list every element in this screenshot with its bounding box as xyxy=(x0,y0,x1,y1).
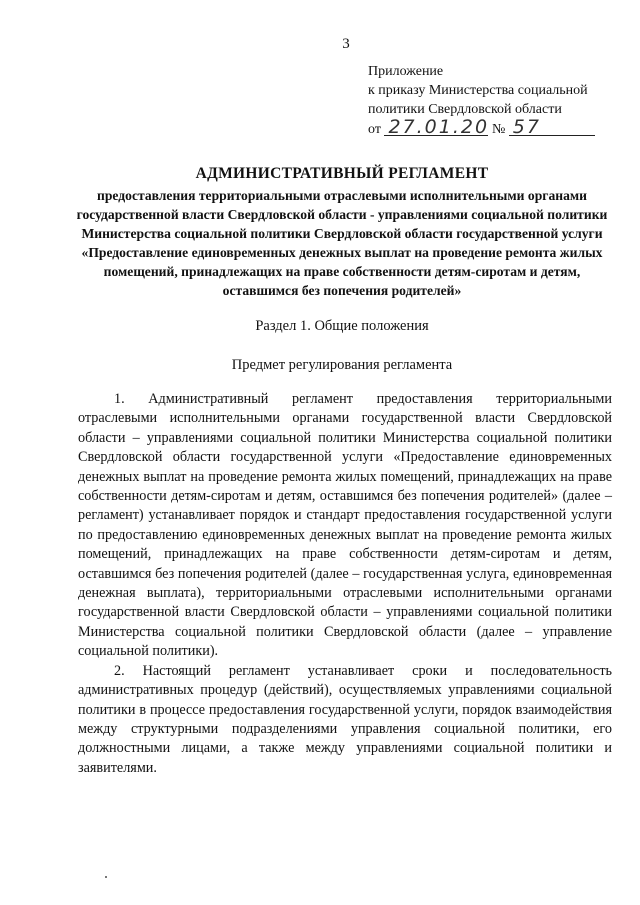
scan-speck xyxy=(105,876,107,878)
section-title: Раздел 1. Общие положения xyxy=(255,318,429,334)
handwritten-date: 27.01.20 xyxy=(384,119,488,136)
appendix-ministry-line: политики Свердловской области xyxy=(368,102,562,117)
body-text xyxy=(78,390,612,778)
paragraph-1: 1. Административный регламент предоставления территориальными отраслевыми исполнительными органами государственной власти Свердловской области – управлениями социальной политики Министерства социальной политики Свердловской области государственной услуги «Предоставление единовременных денежных выплат на проведение ремонта жилых помещений, принадлежащих на праве собственности детям-сиротам и детям, оставшимся без попечения родителей» (далее – регламент) устанавливает порядок и стандарт предоставления государственной услуги по предоставлению единовременных денежных выплат на проведение ремонта жилых помещений, принадлежащих на праве собственности детям-сиротам и детям, оставшимся без попечения родителей (далее – государственная услуга, единовременная денежная выплата), территориальными отраслевыми исполнительными органами государственной власти Свердловской области – управлениями социальной политики Министерства социальной политики Свердловской области (далее – управление социальной политики). xyxy=(78,391,612,660)
appendix-header xyxy=(368,62,618,139)
number-prefix: № xyxy=(491,122,506,137)
appendix-date-number-line xyxy=(368,116,618,139)
document-title: АДМИНИСТРАТИВНЫЙ РЕГЛАМЕНТ xyxy=(195,165,489,182)
subsection-title: Предмет регулирования регламента xyxy=(231,357,453,373)
page-number: 3 xyxy=(342,36,350,52)
handwritten-number: 57 xyxy=(509,119,595,136)
paragraph-2: 2. Настоящий регламент устанавливает сроки и последовательность административных процедур (действий), осуществляемых управлениями социальной политики в процессе предоставления государственной услуги, порядок взаимодействия между структурными подразделениями управления социальной политики, его должностными лицами, а также между управлениями социальной политики и заявителями. xyxy=(78,662,612,776)
document-subtitle: предоставления территориальными отраслевыми исполнительными органами государственной власти Свердловской области - управлениями социальной политики Министерства социальной политики Свердловской области государственной услуги «Предоставление единовременных денежных выплат на проведение ремонта жилых помещений, принадлежащих на праве собственности детям-сиротам и детям, оставшимся без попечения родителей» xyxy=(76,188,608,298)
appendix-order-line: к приказу Министерства социальной xyxy=(368,83,588,98)
document-title-block xyxy=(72,165,612,300)
date-prefix: от xyxy=(368,122,381,137)
appendix-label: Приложение xyxy=(368,64,444,79)
